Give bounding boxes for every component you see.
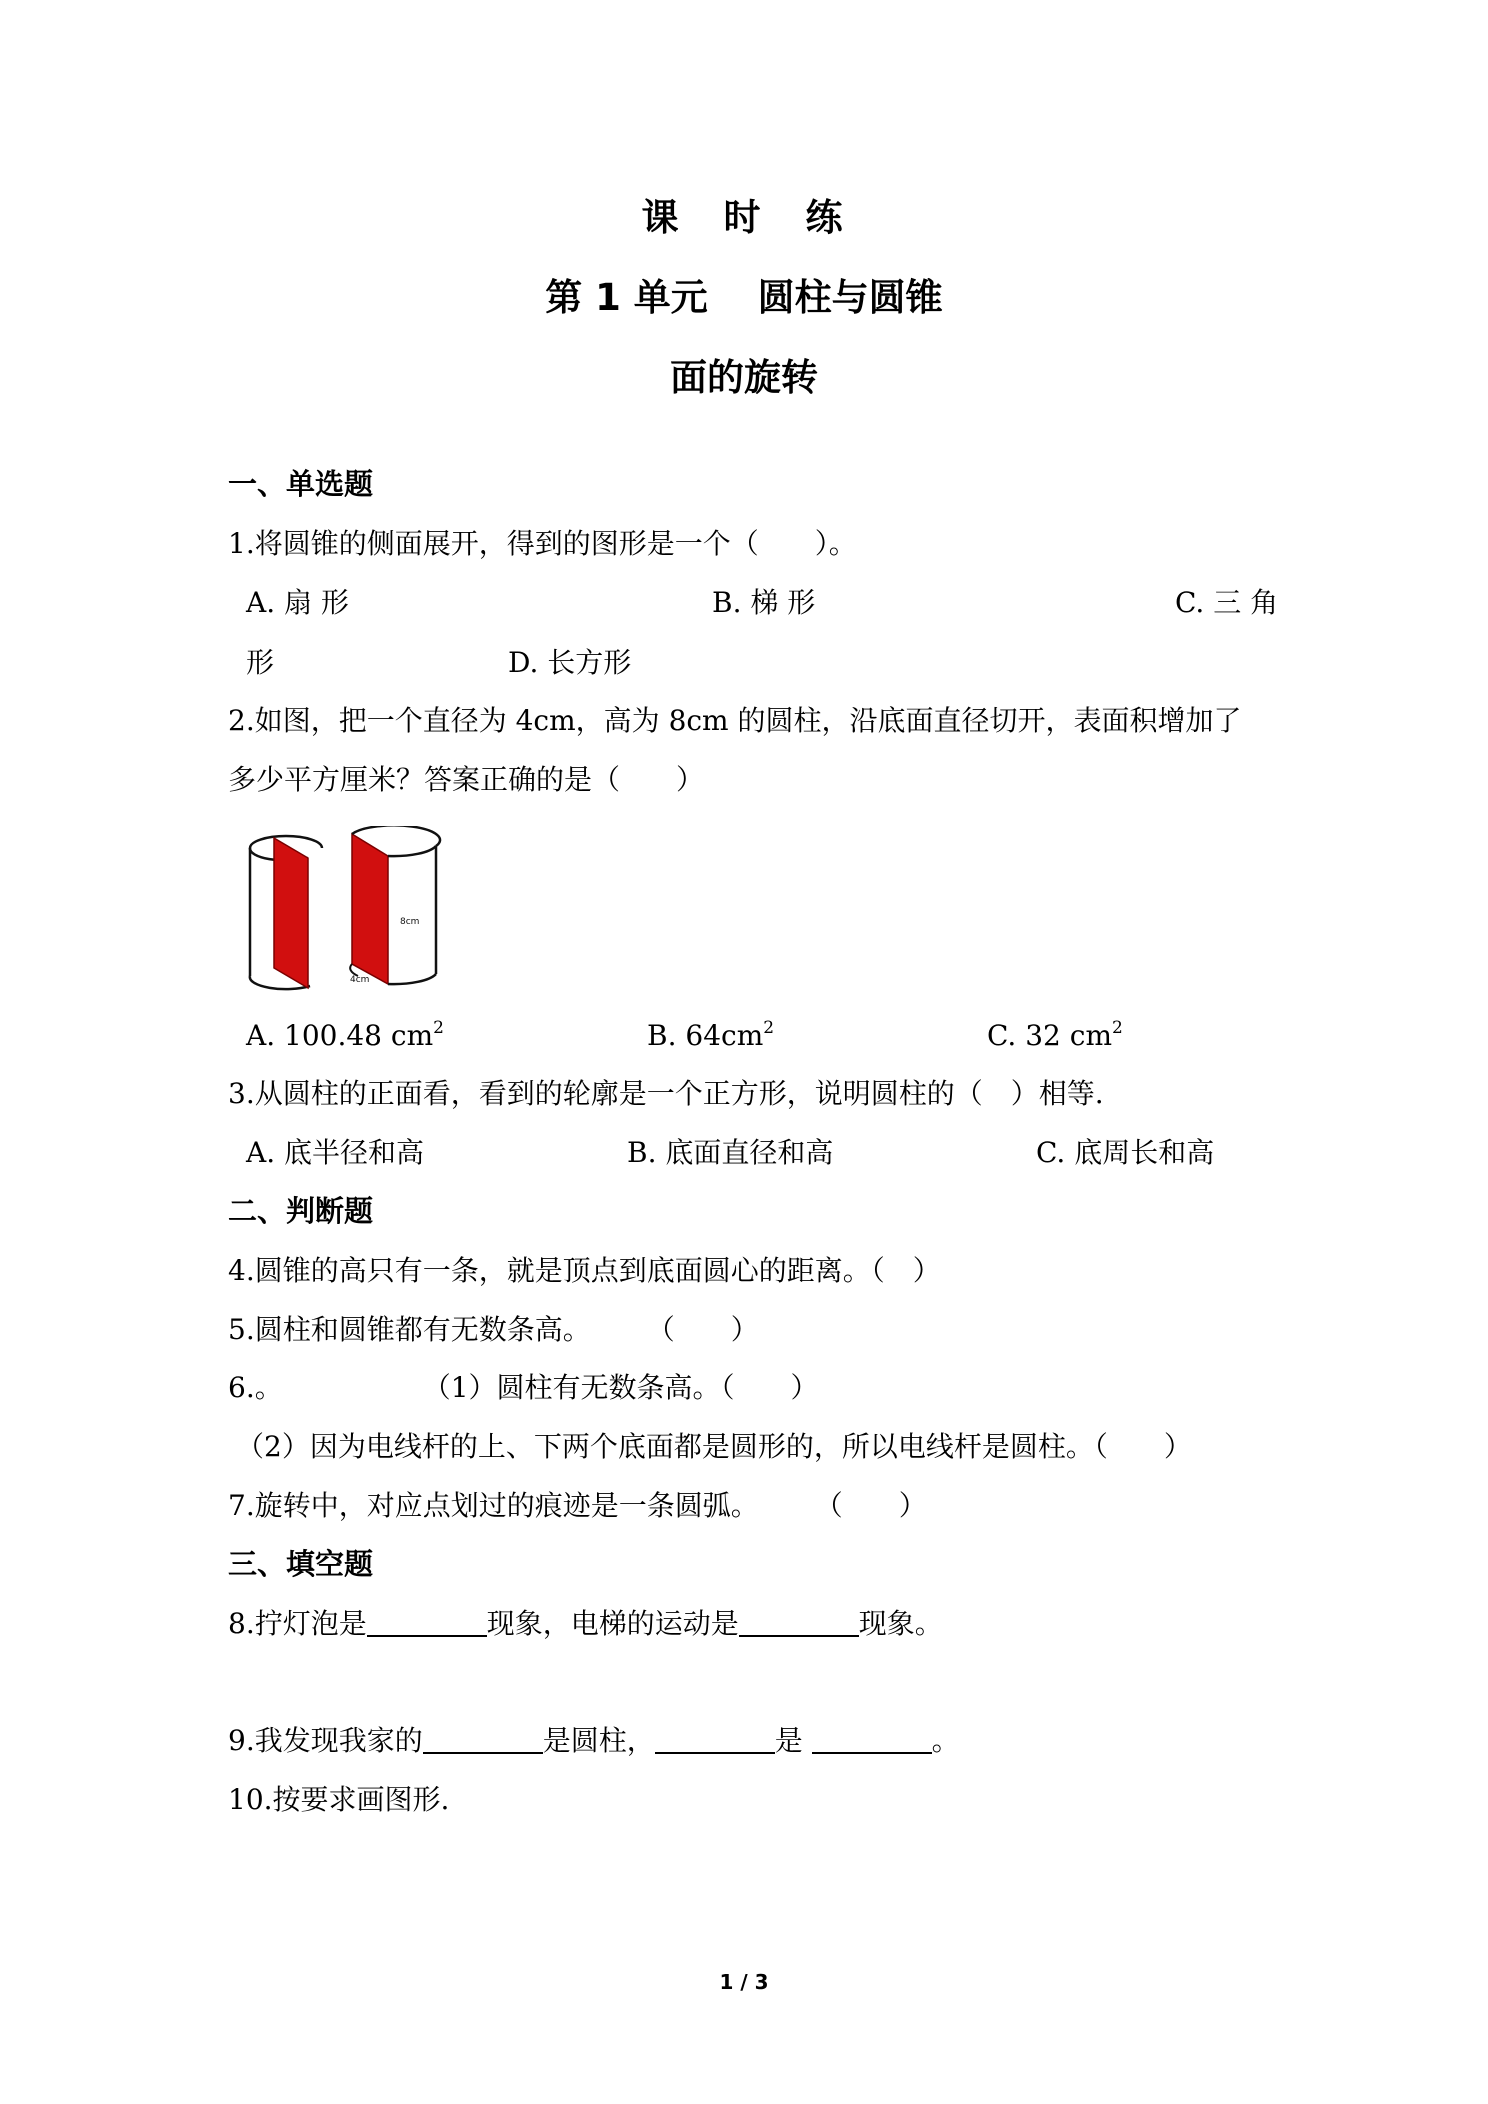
unit-title: 第 1 单元 圆柱与圆锥 <box>545 276 943 319</box>
q2-option-b <box>647 1016 774 1056</box>
figure-height-label: 8cm <box>400 917 420 927</box>
q3-option-c: C. 底周长和高 <box>1036 1136 1215 1169</box>
q2-stem-line1: 2.如图，把一个直径为 4cm，高为 8cm 的圆柱，沿底面直径切开，表面积增加了 <box>228 704 1242 737</box>
q10-stem: 10.按要求画图形. <box>228 1783 450 1816</box>
q1-option-b: B. 梯 形 <box>712 586 816 619</box>
q9-blank-3[interactable] <box>812 1722 932 1754</box>
q6-part1: 6.。 （1）圆柱有无数条高。（ ） <box>228 1371 819 1404</box>
q3-option-b: B. 底面直径和高 <box>627 1136 834 1169</box>
section-fill-blank: 三、填空题 <box>228 1547 374 1581</box>
q2-option-b-exponent: 2 <box>763 1018 775 1038</box>
q3-stem: 3.从圆柱的正面看，看到的轮廓是一个正方形，说明圆柱的（ ）相等. <box>228 1077 1104 1110</box>
figure-diameter-label: 4cm <box>350 975 370 985</box>
q9-text-3: 是 <box>774 1724 812 1757</box>
q8-blank-2[interactable] <box>739 1605 859 1637</box>
q8-text-2: 现象，电梯的运动是 <box>486 1607 739 1640</box>
q1-option-a: A. 扇 形 <box>246 586 349 619</box>
q8-blank-1[interactable] <box>367 1605 487 1637</box>
q9-stem <box>228 1721 960 1761</box>
q9-text-4: 。 <box>931 1724 960 1757</box>
left-half-cylinder <box>250 836 322 989</box>
q1-option-d: D. 长方形 <box>508 646 632 679</box>
q9-text-1: 9.我发现我家的 <box>228 1724 423 1757</box>
q2-option-b-text: B. 64cm <box>647 1019 764 1052</box>
q9-text-2: 是圆柱， <box>542 1724 655 1757</box>
q8-stem <box>228 1604 943 1644</box>
worksheet-title: 课 时 练 <box>641 196 847 239</box>
q2-option-c-text: C. 32 cm <box>987 1019 1112 1052</box>
q2-option-a-text: A. 100.48 cm <box>246 1019 434 1052</box>
q6-part2: （2）因为电线杆的上、下两个底面都是圆形的，所以电线杆是圆柱。（ ） <box>236 1430 1192 1463</box>
q3-option-a: A. 底半径和高 <box>246 1136 425 1169</box>
q7-stem: 7.旋转中，对应点划过的痕迹是一条圆弧。 （ ） <box>228 1489 927 1522</box>
q1-option-c-continued: 形 <box>246 646 275 679</box>
q8-text-1: 8.拧灯泡是 <box>228 1607 367 1640</box>
q1-option-c: C. 三 角 <box>1175 586 1279 619</box>
q8-text-3: 现象。 <box>858 1607 943 1640</box>
q9-blank-2[interactable] <box>655 1722 775 1754</box>
lesson-title: 面的旋转 <box>670 356 818 399</box>
q2-option-c <box>987 1016 1123 1056</box>
right-half-cylinder <box>350 826 440 985</box>
section-single-choice: 一、单选题 <box>228 467 374 501</box>
q1-stem: 1.将圆锥的侧面展开，得到的图形是一个（ ）。 <box>228 527 857 560</box>
q2-option-a-exponent: 2 <box>433 1018 444 1038</box>
q2-stem-line2: 多少平方厘米？答案正确的是（ ） <box>228 763 705 796</box>
q2-option-c-exponent: 2 <box>1112 1018 1123 1038</box>
section-true-false: 二、判断题 <box>228 1194 374 1228</box>
cut-cylinder-figure <box>246 826 442 998</box>
q4-stem: 4.圆锥的高只有一条，就是顶点到底面圆心的距离。（ ） <box>228 1254 941 1287</box>
page-number: 1 / 3 <box>719 1970 769 1994</box>
q9-blank-1[interactable] <box>423 1722 543 1754</box>
q5-stem: 5.圆柱和圆锥都有无数条高。 （ ） <box>228 1313 759 1346</box>
q2-option-a <box>246 1016 444 1056</box>
